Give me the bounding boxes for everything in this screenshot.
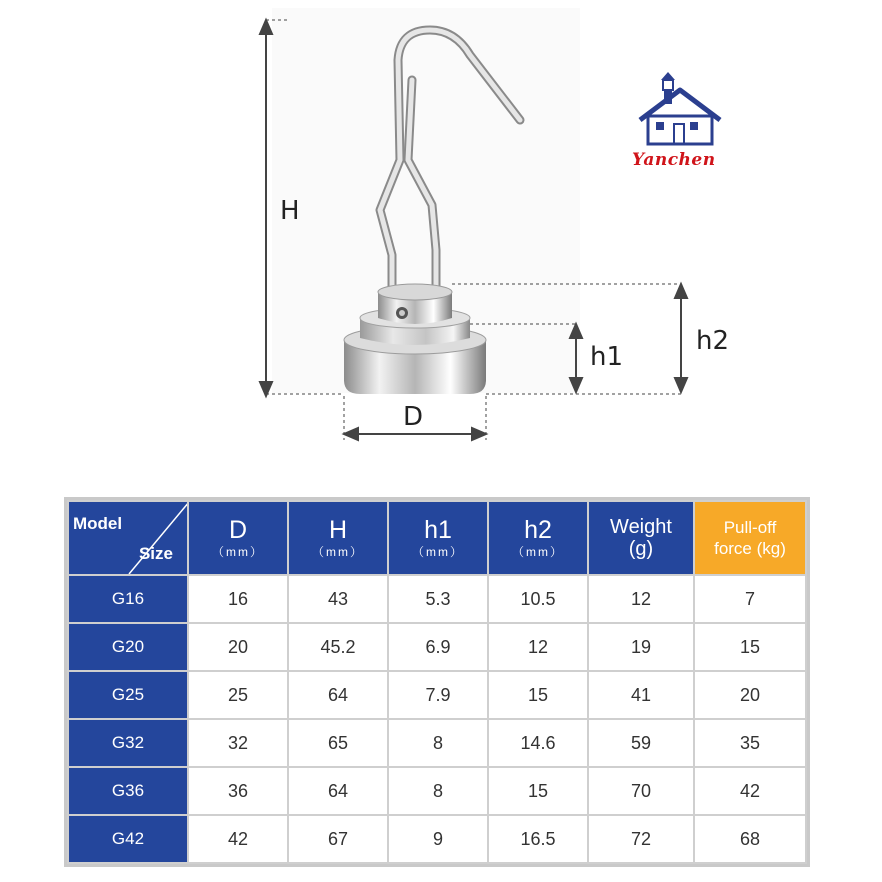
table-cell: 20 (694, 671, 806, 719)
table-cell: 12 (588, 575, 694, 623)
column-header-pull-off-force: Pull-off force (kg) (694, 501, 806, 575)
table-cell: 43 (288, 575, 388, 623)
table-cell: 7 (694, 575, 806, 623)
row-model-label: G42 (68, 815, 188, 863)
table-cell: 6.9 (388, 623, 488, 671)
table-cell: 15 (488, 767, 588, 815)
table-cell: 16.5 (488, 815, 588, 863)
table-row (68, 719, 806, 767)
table-cell: 35 (694, 719, 806, 767)
table-cell: 42 (694, 767, 806, 815)
table-cell: 67 (288, 815, 388, 863)
dimension-label-D: D (403, 402, 424, 432)
corner-model-label: Model (73, 514, 123, 533)
table-cell: 59 (588, 719, 694, 767)
table-row (68, 575, 806, 623)
table-cell: 15 (694, 623, 806, 671)
table-cell: 70 (588, 767, 694, 815)
table-cell: 9 (388, 815, 488, 863)
table-row (68, 815, 806, 863)
row-model-label: G16 (68, 575, 188, 623)
column-header-H: H （mm） (288, 501, 388, 575)
table-cell: 16 (188, 575, 288, 623)
table-cell: 19 (588, 623, 694, 671)
table-cell: 12 (488, 623, 588, 671)
row-model-label: G36 (68, 767, 188, 815)
brand-logo-text: Yanchen (632, 150, 716, 170)
column-header-weight: Weight (g) (588, 501, 694, 575)
dimension-label-h2: h2 (696, 326, 730, 356)
table-cell: 14.6 (488, 719, 588, 767)
table-cell: 32 (188, 719, 288, 767)
table-header-row (68, 501, 806, 575)
model-size-corner-header (68, 501, 188, 575)
table-row (68, 767, 806, 815)
table-cell: 68 (694, 815, 806, 863)
table-cell: 42 (188, 815, 288, 863)
table-row (68, 623, 806, 671)
table-cell: 8 (388, 719, 488, 767)
table-cell: 45.2 (288, 623, 388, 671)
table-cell: 8 (388, 767, 488, 815)
table-cell: 64 (288, 767, 388, 815)
specification-table (67, 500, 807, 864)
column-header-D: D （mm） (188, 501, 288, 575)
table-cell: 7.9 (388, 671, 488, 719)
table-cell: 10.5 (488, 575, 588, 623)
row-model-label: G25 (68, 671, 188, 719)
row-model-label: G20 (68, 623, 188, 671)
table-cell: 64 (288, 671, 388, 719)
dimension-label-h1: h1 (590, 342, 624, 372)
table-row (68, 671, 806, 719)
table-cell: 65 (288, 719, 388, 767)
table-cell: 15 (488, 671, 588, 719)
dimension-label-H: H (280, 196, 300, 226)
table-cell: 25 (188, 671, 288, 719)
table-cell: 5.3 (388, 575, 488, 623)
table-cell: 72 (588, 815, 694, 863)
column-header-h1: h1 （mm） (388, 501, 488, 575)
column-header-h2: h2 （mm） (488, 501, 588, 575)
table-cell: 20 (188, 623, 288, 671)
row-model-label: G32 (68, 719, 188, 767)
table-cell: 36 (188, 767, 288, 815)
table-cell: 41 (588, 671, 694, 719)
corner-size-label: Size (138, 544, 173, 563)
